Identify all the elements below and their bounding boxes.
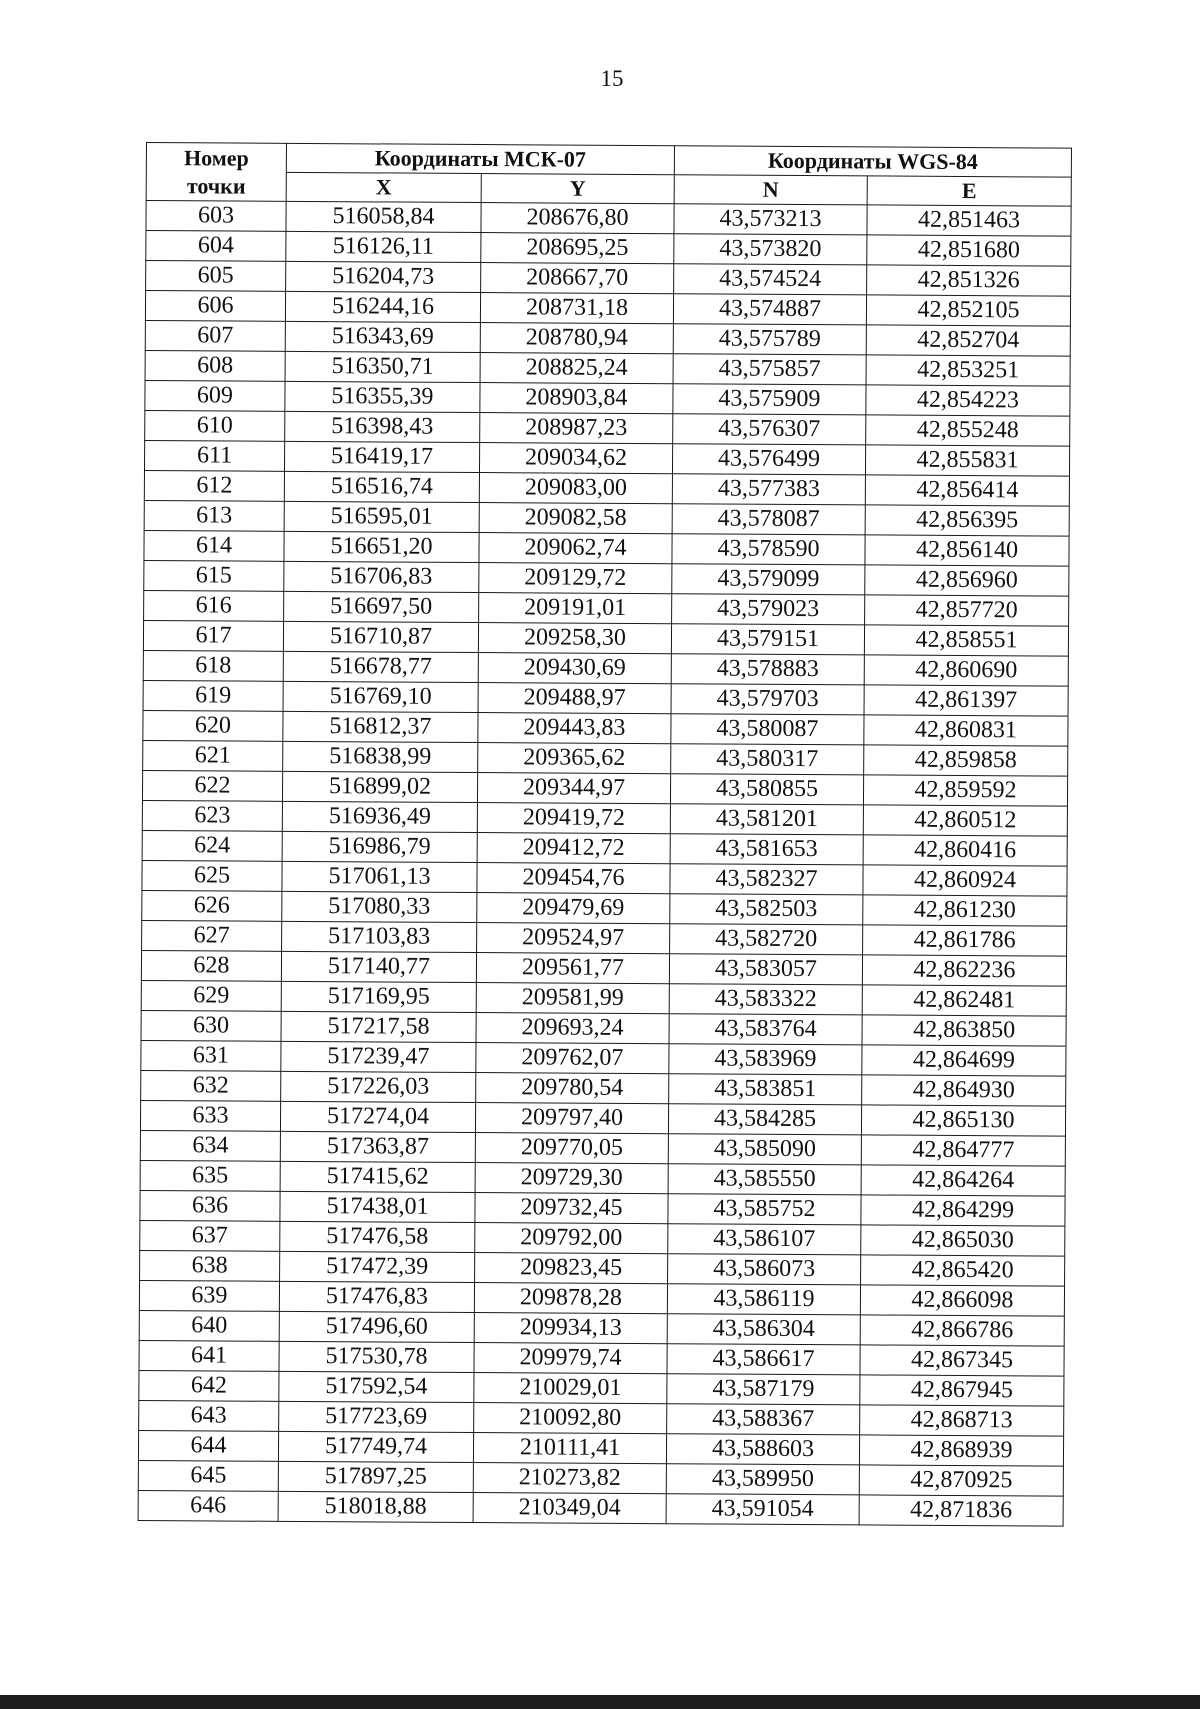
point-number-cell: 631 [141,1040,281,1071]
x-column-header: X [286,172,481,202]
e-cell: 42,864299 [861,1195,1065,1226]
e-cell: 42,856395 [865,505,1069,536]
point-number-cell: 605 [146,261,286,292]
n-cell: 43,580317 [671,744,864,775]
point-number-cell: 632 [141,1070,281,1101]
x-cell: 516936,49 [282,801,477,832]
point-number-cell: 642 [139,1370,279,1401]
n-cell: 43,586304 [667,1314,860,1345]
e-cell: 42,853251 [866,355,1070,386]
e-column-header: E [867,176,1071,206]
n-cell: 43,575789 [673,324,866,355]
e-cell: 42,852105 [866,295,1070,326]
e-cell: 42,867345 [860,1345,1064,1376]
point-number-cell: 622 [142,770,282,801]
point-number-cell: 614 [144,530,284,561]
n-cell: 43,582503 [670,894,863,925]
n-cell: 43,584285 [668,1104,861,1135]
x-cell: 517415,62 [280,1161,475,1192]
x-cell: 517723,69 [279,1401,474,1432]
point-number-cell: 620 [143,710,283,741]
e-cell: 42,866098 [860,1285,1064,1316]
y-cell: 208731,18 [480,293,673,324]
y-cell: 209561,77 [476,953,669,984]
point-number-cell: 609 [145,380,285,411]
x-cell: 516769,10 [283,681,478,712]
e-cell: 42,861230 [863,895,1067,926]
x-cell: 516838,99 [283,741,478,772]
y-cell: 209365,62 [478,743,671,774]
x-cell: 517592,54 [279,1371,474,1402]
e-cell: 42,865420 [861,1255,1065,1286]
x-cell: 516419,17 [284,441,479,472]
y-cell: 209823,45 [475,1253,668,1284]
n-cell: 43,585550 [668,1164,861,1195]
x-cell: 517438,01 [280,1191,475,1222]
x-cell: 516343,69 [285,321,480,352]
y-cell: 209191,01 [479,593,672,624]
y-cell: 209344,97 [477,773,670,804]
n-cell: 43,583322 [669,984,862,1015]
e-cell: 42,855248 [866,415,1070,446]
point-number-cell: 617 [143,620,283,651]
n-cell: 43,587179 [667,1374,860,1405]
point-number-cell: 628 [141,950,281,981]
table-header [146,143,1071,207]
point-number-cell: 640 [139,1310,279,1341]
e-cell: 42,871836 [859,1495,1063,1526]
point-number-cell: 613 [144,500,284,531]
x-cell: 516678,77 [283,651,478,682]
x-cell: 516244,16 [285,291,480,322]
x-cell: 516697,50 [284,591,479,622]
e-cell: 42,867945 [860,1375,1064,1406]
y-cell: 208667,70 [481,263,674,294]
point-number-cell: 615 [144,560,284,591]
point-number-cell: 629 [141,980,281,1011]
x-cell: 516899,02 [282,771,477,802]
e-cell: 42,859592 [863,775,1067,806]
table-body [138,201,1071,1527]
table-row [138,1490,1063,1526]
point-number-cell: 618 [143,650,283,681]
n-column-header: N [674,175,867,205]
y-cell: 209729,30 [475,1163,668,1194]
n-cell: 43,586617 [667,1344,860,1375]
x-cell: 518018,88 [278,1491,473,1522]
coordinates-table [138,142,1072,1527]
point-number-cell: 644 [138,1430,278,1461]
n-cell: 43,582327 [670,864,863,895]
point-number-cell: 610 [145,410,285,441]
y-cell: 209732,45 [475,1193,668,1224]
n-cell: 43,575857 [673,354,866,385]
n-cell: 43,578087 [672,504,865,535]
x-cell: 517496,60 [279,1311,474,1342]
e-cell: 42,858551 [864,625,1068,656]
n-cell: 43,589950 [666,1464,859,1495]
point-number-cell: 612 [144,470,284,501]
n-cell: 43,579099 [672,564,865,595]
n-cell: 43,588603 [666,1434,859,1465]
x-cell: 516651,20 [284,531,479,562]
e-cell: 42,860690 [864,655,1068,686]
y-cell: 210273,82 [473,1463,666,1494]
e-cell: 42,863850 [862,1015,1066,1046]
point-number-cell: 603 [146,201,286,232]
point-number-cell: 604 [146,231,286,262]
n-cell: 43,576499 [672,444,865,475]
y-cell: 209454,76 [477,863,670,894]
coordinates-table-container [138,142,1071,1527]
x-cell: 516986,79 [282,831,477,862]
x-cell: 517530,78 [279,1341,474,1372]
n-cell: 43,573820 [674,234,867,265]
n-cell: 43,580087 [671,714,864,745]
e-cell: 42,856140 [865,535,1069,566]
y-cell: 209129,72 [479,563,672,594]
x-cell: 517239,47 [281,1041,476,1072]
y-cell: 210092,80 [474,1403,667,1434]
x-cell: 516398,43 [285,411,480,442]
e-cell: 42,851680 [867,235,1071,266]
x-cell: 517476,83 [279,1281,474,1312]
n-cell: 43,573213 [674,204,867,235]
n-cell: 43,575909 [673,384,866,415]
y-cell: 209083,00 [479,473,672,504]
x-cell: 516204,73 [286,261,481,292]
y-cell: 209762,07 [476,1043,669,1074]
x-cell: 516710,87 [283,621,478,652]
y-cell: 209443,83 [478,713,671,744]
e-cell: 42,856414 [865,475,1069,506]
point-number-cell: 621 [143,740,283,771]
y-cell: 209524,97 [477,923,670,954]
msk-coordinates-header: Координаты МСК-07 [286,143,674,174]
point-number-cell: 638 [140,1250,280,1281]
y-cell: 208987,23 [480,413,673,444]
e-cell: 42,860416 [863,835,1067,866]
point-number-cell: 611 [144,440,284,471]
y-cell: 208676,80 [481,203,674,234]
x-cell: 517140,77 [281,951,476,982]
point-number-cell: 606 [145,291,285,322]
y-cell: 209693,24 [476,1013,669,1044]
y-cell: 209479,69 [477,893,670,924]
n-cell: 43,579151 [671,624,864,655]
n-cell: 43,581653 [670,834,863,865]
y-cell: 208695,25 [481,233,674,264]
e-cell: 42,859858 [864,745,1068,776]
n-cell: 43,580855 [670,774,863,805]
y-cell: 209878,28 [474,1283,667,1314]
e-cell: 42,864777 [861,1135,1065,1166]
y-cell: 209062,74 [479,533,672,564]
e-cell: 42,868713 [860,1405,1064,1436]
x-cell: 516126,11 [286,231,481,262]
e-cell: 42,860924 [863,865,1067,896]
y-cell: 209780,54 [476,1073,669,1104]
x-cell: 517103,83 [282,921,477,952]
x-cell: 517897,25 [278,1461,473,1492]
n-cell: 43,574524 [674,264,867,295]
n-cell: 43,591054 [666,1494,859,1525]
point-number-cell: 627 [142,920,282,951]
point-number-cell: 646 [138,1490,278,1521]
x-cell: 516058,84 [286,201,481,232]
y-cell: 209979,74 [474,1343,667,1374]
point-number-cell: 624 [142,830,282,861]
e-cell: 42,862481 [862,985,1066,1016]
e-cell: 42,851326 [867,265,1071,296]
point-number-cell: 639 [139,1280,279,1311]
e-cell: 42,851463 [867,205,1071,236]
e-cell: 42,865130 [861,1105,1065,1136]
point-number-header-line-2: точки [186,172,246,199]
point-number-cell: 636 [140,1190,280,1221]
n-cell: 43,577383 [672,474,865,505]
e-cell: 42,856960 [865,565,1069,596]
point-number-cell: 633 [140,1100,280,1131]
e-cell: 42,854223 [866,385,1070,416]
point-number-cell: 616 [144,590,284,621]
point-number-header [146,143,286,202]
e-cell: 42,866786 [860,1315,1064,1346]
x-cell: 517217,58 [281,1011,476,1042]
x-cell: 516595,01 [284,501,479,532]
x-cell: 516812,37 [283,711,478,742]
e-cell: 42,865030 [861,1225,1065,1256]
point-number-cell: 645 [138,1460,278,1491]
y-cell: 209412,72 [477,833,670,864]
point-number-cell: 608 [145,350,285,381]
n-cell: 43,588367 [667,1404,860,1435]
point-number-cell: 630 [141,1010,281,1041]
y-column-header: Y [481,174,674,204]
y-cell: 209934,13 [474,1313,667,1344]
y-cell: 208780,94 [480,323,673,354]
e-cell: 42,864930 [862,1075,1066,1106]
x-cell: 517363,87 [280,1131,475,1162]
x-cell: 516516,74 [284,471,479,502]
n-cell: 43,585752 [668,1194,861,1225]
x-cell: 517226,03 [281,1071,476,1102]
point-number-cell: 626 [142,890,282,921]
n-cell: 43,579023 [672,594,865,625]
point-number-cell: 634 [140,1130,280,1161]
y-cell: 209430,69 [478,653,671,684]
n-cell: 43,583057 [669,954,862,985]
n-cell: 43,583851 [669,1074,862,1105]
e-cell: 42,855831 [865,445,1069,476]
n-cell: 43,581201 [670,804,863,835]
e-cell: 42,864699 [862,1045,1066,1076]
point-number-cell: 641 [139,1340,279,1371]
y-cell: 209082,58 [479,503,672,534]
y-cell: 209797,40 [475,1103,668,1134]
y-cell: 210111,41 [473,1433,666,1464]
e-cell: 42,862236 [862,955,1066,986]
e-cell: 42,870925 [859,1465,1063,1496]
y-cell: 209258,30 [478,623,671,654]
point-number-cell: 643 [139,1400,279,1431]
e-cell: 42,857720 [865,595,1069,626]
e-cell: 42,868939 [859,1435,1063,1466]
y-cell: 209034,62 [479,443,672,474]
n-cell: 43,574887 [673,294,866,325]
scan-bottom-edge [0,1695,1200,1709]
x-cell: 517274,04 [280,1101,475,1132]
y-cell: 208825,24 [480,353,673,384]
point-number-cell: 625 [142,860,282,891]
e-cell: 42,860512 [863,805,1067,836]
e-cell: 42,861397 [864,685,1068,716]
point-number-cell: 623 [142,800,282,831]
point-number-cell: 619 [143,680,283,711]
x-cell: 516355,39 [285,381,480,412]
y-cell: 208903,84 [480,383,673,414]
n-cell: 43,586119 [667,1284,860,1315]
n-cell: 43,585090 [668,1134,861,1165]
x-cell: 517061,13 [282,861,477,892]
y-cell: 210029,01 [474,1373,667,1404]
e-cell: 42,860831 [864,715,1068,746]
y-cell: 210349,04 [473,1493,666,1524]
y-cell: 209770,05 [475,1133,668,1164]
n-cell: 43,583764 [669,1014,862,1045]
x-cell: 517749,74 [278,1431,473,1462]
wgs-coordinates-header: Координаты WGS-84 [674,146,1071,177]
x-cell: 517169,95 [281,981,476,1012]
n-cell: 43,578883 [671,654,864,685]
header-row-top [146,143,1071,178]
y-cell: 209581,99 [476,983,669,1014]
y-cell: 209488,97 [478,683,671,714]
x-cell: 516706,83 [284,561,479,592]
point-number-cell: 637 [140,1220,280,1251]
e-cell: 42,864264 [861,1165,1065,1196]
point-number-cell: 607 [145,320,285,351]
n-cell: 43,586073 [668,1254,861,1285]
n-cell: 43,583969 [669,1044,862,1075]
n-cell: 43,586107 [668,1224,861,1255]
n-cell: 43,578590 [672,534,865,565]
y-cell: 209419,72 [477,803,670,834]
x-cell: 517080,33 [282,891,477,922]
page-number: 15 [600,66,624,91]
y-cell: 209792,00 [475,1223,668,1254]
x-cell: 517472,39 [280,1251,475,1282]
point-number-header-line-1: Номер [183,144,249,171]
point-number-cell: 635 [140,1160,280,1191]
n-cell: 43,576307 [673,414,866,445]
n-cell: 43,579703 [671,684,864,715]
e-cell: 42,861786 [863,925,1067,956]
x-cell: 516350,71 [285,351,480,382]
e-cell: 42,852704 [866,325,1070,356]
n-cell: 43,582720 [670,924,863,955]
x-cell: 517476,58 [280,1221,475,1252]
